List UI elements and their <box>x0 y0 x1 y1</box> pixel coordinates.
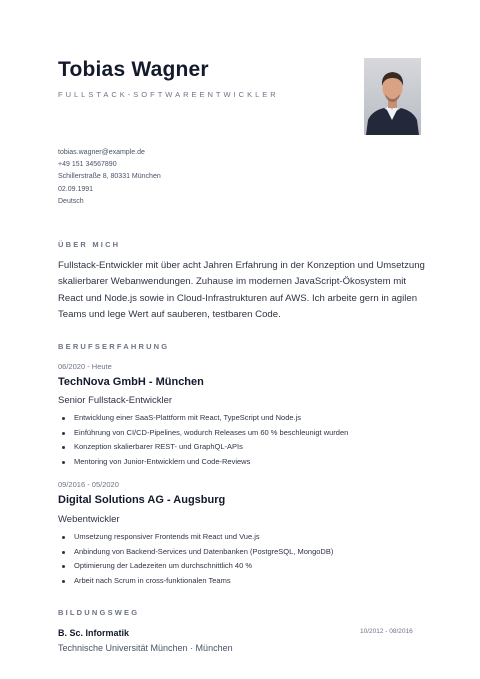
list-item <box>58 530 333 545</box>
list-item <box>58 455 348 470</box>
bullet-text: Einführung von CI/CD-Pipelines, wodurch Releases um 60 % beschleunigt wurden <box>74 427 349 437</box>
job-bullet-list <box>58 411 348 470</box>
profile-photo <box>364 58 421 135</box>
job-date: 09/2016 - 05/2020 <box>58 480 119 489</box>
bullet-text: Mentoring von Junior-Entwicklern und Code-Reviews <box>74 457 251 467</box>
job-company: TechNova GmbH - München <box>58 376 204 388</box>
education-school: Technische Universität München · München <box>58 643 233 653</box>
bullet-dot <box>62 461 65 464</box>
list-item <box>58 426 348 441</box>
bullet-text: Anbindung von Backend-Services und Datenbanken (PostgreSQL, MongoDB) <box>74 546 334 556</box>
bullet-dot <box>62 536 65 539</box>
section-heading-experience: BERUFSERFAHRUNG <box>58 342 170 351</box>
bullet-text: Entwicklung einer SaaS-Plattform mit React, TypeScript und Node.js <box>74 413 302 422</box>
bullet-text: Optimierung der Ladezeiten um durchschnittlich 40 % <box>74 561 253 571</box>
education-date: 10/2012 - 08/2016 <box>360 628 413 635</box>
candidate-role: FULLSTACK-SOFTWAREENTWICKLER <box>58 90 279 99</box>
bullet-dot <box>62 417 65 420</box>
bullet-dot <box>62 432 65 435</box>
job-bullet-list <box>58 530 333 589</box>
contact-block <box>58 147 161 208</box>
bullet-dot <box>62 551 65 554</box>
contact-email[interactable]: tobias.wagner@example.de <box>58 149 145 156</box>
list-item <box>58 574 333 589</box>
portrait-image <box>364 58 421 135</box>
bullet-dot <box>62 580 65 583</box>
bullet-text: Konzeption skalierbarer REST- und GraphQL-APIs <box>74 442 243 452</box>
bullet-text: Umsetzung responsiver Frontends mit React und Vue.js <box>74 532 260 541</box>
contact-birthdate: 02.09.1991 <box>58 185 94 193</box>
list-item <box>58 411 348 426</box>
section-heading-education: BILDUNGSWEG <box>58 608 140 617</box>
education-degree: B. Sc. Informatik <box>58 628 130 638</box>
contact-nationality: Deutsch <box>58 197 84 205</box>
job-date: 06/2020 - Heute <box>58 362 112 371</box>
bullet-dot <box>62 565 65 568</box>
contact-phone[interactable]: +49 151 34567890 <box>58 161 117 169</box>
about-text: Fullstack-Entwickler mit über acht Jahren Erfahrung in der Konzeption und Umsetzung skalierbarer Webanwendungen. Zuhause im modernen JavaScript-Ökosystem mit React und Node.js sowie in Cloud-Infrastrukturen auf AWS. Ich arbeite gern in agilen Teams und lege Wert auf sauberen, testbaren Code. <box>58 260 425 320</box>
job-title: Webentwickler <box>58 514 120 525</box>
candidate-name: Tobias Wagner <box>58 58 209 81</box>
bullet-dot <box>62 446 65 449</box>
bullet-text: Arbeit nach Scrum in cross-funktionalen Teams <box>74 576 231 586</box>
list-item <box>58 440 348 455</box>
job-company: Digital Solutions AG - Augsburg <box>58 494 226 506</box>
job-title: Senior Fullstack-Entwickler <box>58 395 173 406</box>
section-heading-about: ÜBER MICH <box>58 240 121 249</box>
contact-address: Schillerstraße 8, 80331 München <box>58 173 161 181</box>
list-item <box>58 559 333 574</box>
list-item <box>58 545 333 560</box>
